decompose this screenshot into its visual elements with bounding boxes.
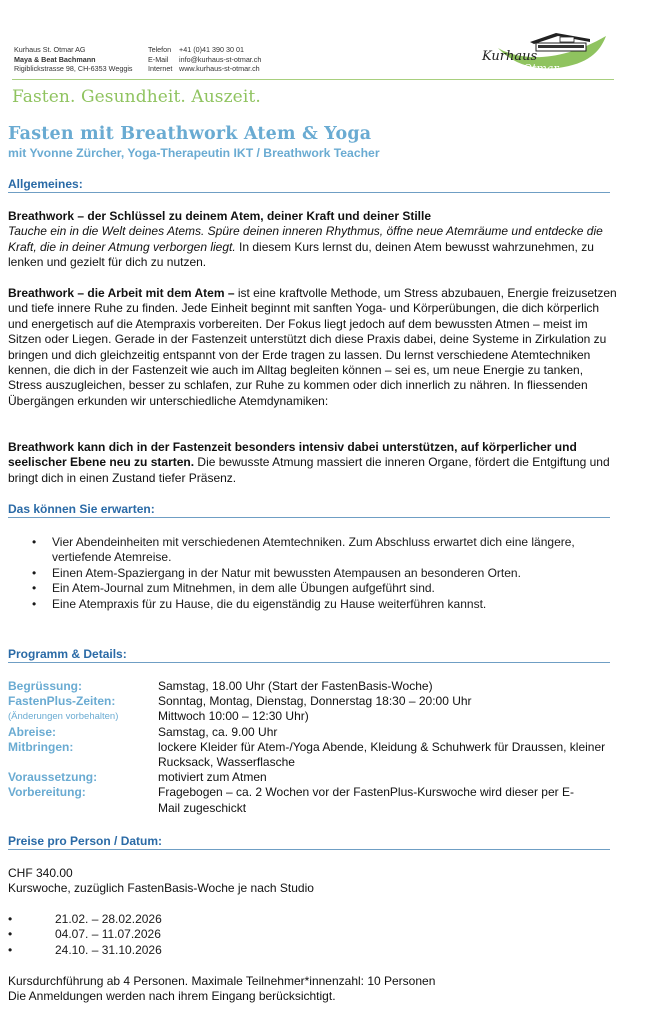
detail-row-welcome: Begrüssung: Samstag, 18.00 Uhr (Start der FastenBasis-Woche) (8, 679, 433, 693)
list-item: • Eine Atempraxis für zu Hause, die du eigenständig zu Hause weiterführen kannst. (32, 596, 487, 611)
address: Rigiblickstrasse 98, CH-6353 Weggis (14, 64, 133, 73)
kurhaus-logo (478, 30, 618, 75)
section-heading-expect: Das können Sie erwarten: (8, 502, 610, 518)
detail-row-bring: Mitbringen: lockere Kleider für Atem-/Yoga Abende, Kleidung & Schuhwerk für Draussen, kleiner Rucksack, Wasserflasche (8, 739, 606, 770)
contact-info (148, 45, 261, 74)
contact-website[interactable]: Internet www.kurhaus-st-otmar.ch (148, 64, 260, 73)
date-item: • 04.07. – 11.07.2026 (8, 927, 161, 942)
detail-row-preparation: Vorbereitung: Fragebogen – ca. 2 Wochen vor der FastenPlus-Kurswoche wird dieser per E-Mail zugeschickt (8, 785, 574, 815)
bullet-icon: • (8, 942, 13, 957)
participation-note-2: Die Anmeldungen werden nach ihrem Eingang berücksichtigt. (8, 989, 336, 1004)
logo-house-icon (478, 30, 618, 75)
list-item: • Ein Atem-Journal zum Mitnehmen, in dem alle Übungen aufgeführt sind. (32, 581, 435, 596)
section-heading-prices: Preise pro Person / Datum: (8, 834, 610, 850)
bullet-icon: • (8, 912, 13, 926)
bullet-icon: • (32, 581, 37, 596)
tagline: Fasten. Gesundheit. Auszeit. (12, 87, 261, 107)
company-name: Kurhaus St. Otmar AG (14, 45, 86, 54)
detail-row-changes: (Änderungen vorbehalten) Mittwoch 10:00 – 12:30 Uhr) (8, 709, 309, 724)
detail-row-departure: Abreise: Samstag, ca. 9.00 Uhr (8, 724, 278, 739)
list-item: • Vier Abendeinheiten mit verschiedenen Atemtechniken. Zum Abschluss erwartet dich eine längere, vertiefende Atemreise. (32, 535, 575, 565)
participation-note-1: Kursdurchführung ab 4 Personen. Maximale Teilnehmer*innenzahl: 10 Personen (8, 974, 436, 988)
price-block (8, 866, 620, 897)
price-note: Kurswoche, zuzüglich FastenBasis-Woche je nach Studio (8, 881, 314, 896)
contact-phone: Telefon +41 (0)41 390 30 01 (148, 45, 244, 54)
bullet-icon: • (32, 565, 37, 580)
program-details (8, 679, 628, 816)
svg-text:Kurhaus: Kurhaus (482, 49, 538, 64)
date-item: • 21.02. – 28.02.2026 (8, 912, 162, 926)
detail-row-times: FastenPlus-Zeiten: Sonntag, Montag, Dienstag, Donnerstag 18:30 – 20:00 Uhr (8, 694, 472, 709)
svg-text:St. Otmar: St. Otmar (504, 62, 559, 75)
company-info (14, 45, 133, 74)
section-heading-general: Allgemeines: (8, 177, 610, 193)
general-paragraph-2: Breathwork – die Arbeit mit dem Atem – ist eine kraftvolle Methode, um Stress abzubauen, Energie freizusetzen und tiefe innere Ruhe zu finden. Jede Einheit beginnt mit sanften Yoga- und Körperübungen, die dich körperlich und energetisch auf die Atempraxis vorbereiten. Der Fokus liegt jedoch auf dem bewussten Atmen – meist im Sitzen oder Liegen. Gerade in der Fastenzeit unterstützt dich diese Praxis dabei, deine Systeme in Zirkulation zu bringen und dich gleichzeitig entspannt von der Erde tragen zu lassen. Du lernst verschiedene Atemtechniken kennen, die dich in der Fastenzeit wie auch im Alltag begleiten können – sei es, um neue Energie zu tanken, Stress auszugleichen, besser zu schlafen, zur Ruhe zu kommen oder dich innerlich zu nähren. In fliessenden Übergängen erkunden wir unterschiedliche Atemdynamiken: (8, 286, 617, 408)
date-item: • 24.10. – 31.10.2026 (8, 942, 162, 957)
owners: Maya & Beat Bachmann (14, 54, 96, 64)
general-paragraph-3: Breathwork kann dich in der Fastenzeit besonders intensiv dabei unterstützen, auf körperlicher und seelischer Ebene neu zu starten. Die bewusste Atmung massiert die inneren Organe, fördert die Entgiftung und bringt dich in einen Zustand tiefer Präsenz. (8, 440, 610, 485)
price-value: CHF 340.00 (8, 866, 73, 880)
detail-row-requirement: Voraussetzung: motiviert zum Atmen (8, 770, 267, 785)
expect-list (8, 535, 608, 612)
header-divider (12, 79, 614, 80)
bullet-icon: • (32, 535, 37, 549)
participation-notes (8, 974, 620, 1005)
page-subtitle: mit Yvonne Zürcher, Yoga-Therapeutin IKT / Breathwork Teacher (8, 146, 380, 160)
page-title: Fasten mit Breathwork Atem & Yoga (8, 124, 372, 144)
section-heading-program: Programm & Details: (8, 647, 610, 663)
list-item: • Einen Atem-Spaziergang in der Natur mit bewussten Atempausen an besonderen Orten. (32, 565, 521, 580)
general-paragraph-1: Breathwork – der Schlüssel zu deinem Atem, deiner Kraft und deiner Stille Tauche ein in die Welt deines Atems. Spüre deinen inneren Rhythmus, öffne neue Atemräume und entdecke die Kraft, die in deiner Atmung verborgen liegt. In diesem Kurs lernst du, deinen Atem bewusst wahrzunehmen, zu lenken und gezielt für dich zu nutzen. (8, 209, 603, 270)
date-list (8, 912, 162, 958)
bullet-icon: • (8, 927, 13, 942)
contact-email[interactable]: E-Mail info@kurhaus-st-otmar.ch (148, 54, 262, 64)
bullet-icon: • (32, 596, 37, 611)
